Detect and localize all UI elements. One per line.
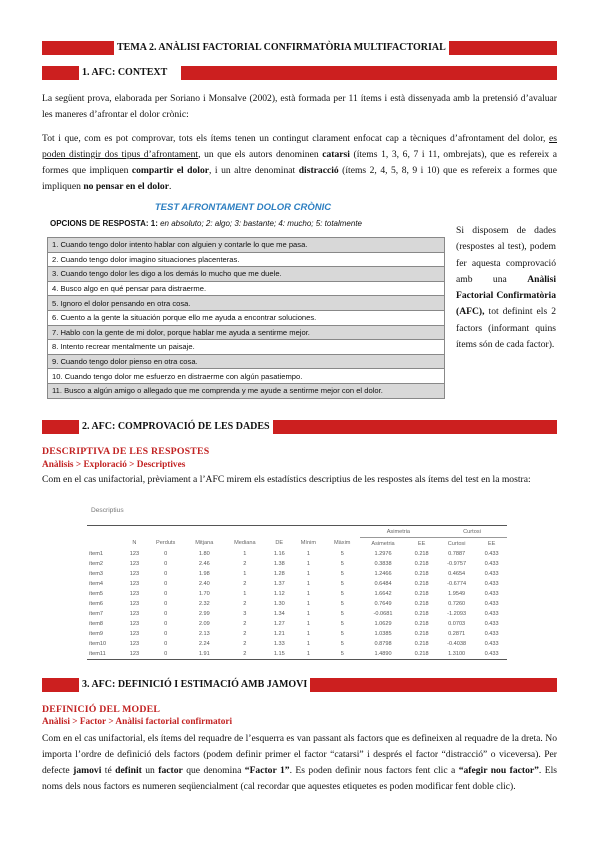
descriptives-cell: 3 xyxy=(243,611,247,617)
test-item-row xyxy=(48,267,445,282)
section1-title: 1. AFC: CONTEXT xyxy=(79,66,181,80)
descriptives-col-header: Perduts xyxy=(156,540,176,547)
descriptives-cell: 123 xyxy=(129,631,140,637)
test-item: 6. Cuento a la gente la situación porque ello me ayuda a encontrar soluciones. xyxy=(48,310,445,325)
descriptives-cell: 5 xyxy=(340,551,344,557)
descriptives-cell: 123 xyxy=(129,641,140,647)
descriptives-cell: ítem7 xyxy=(89,611,103,617)
text-run: Tot i que, com es pot comprovar, tots els ítems tenen un contingut clarament enfocat cap a tècniques d’afrontament del dolor, xyxy=(42,133,549,144)
descriptives-cell: 1.98 xyxy=(198,571,210,577)
text-run: tot definint els 2 factors (informant quins ítems són de cada factor). xyxy=(456,306,556,351)
descriptives-screenshot xyxy=(87,505,507,665)
test-items-table xyxy=(47,237,445,399)
descriptives-cell: 0.218 xyxy=(414,631,429,637)
descriptives-cell: 123 xyxy=(129,621,140,627)
descriptives-cell: 5 xyxy=(340,561,344,567)
definit-term: definit xyxy=(115,765,142,776)
descriptives-cell: 1 xyxy=(306,631,310,637)
descriptives-cell: 1.30 xyxy=(273,601,285,607)
descriptives-cell: 0.218 xyxy=(414,591,429,597)
descriptives-cell: 1.91 xyxy=(186,649,224,660)
intro-paragraph: La següent prova, elaborada per Soriano i Monsalve (2002), està formada per 11 ítems i està dissenyada amb la pretensió d’avaluar les maneres d’afrontar el dolor crònic: xyxy=(42,93,557,120)
descriptives-cell: 1.6642 xyxy=(374,591,392,597)
factor-term: factor xyxy=(158,765,183,776)
descriptives-row xyxy=(87,639,507,649)
descriptives-cell: 1.15 xyxy=(267,649,292,660)
descriptives-row xyxy=(87,569,507,579)
descriptives-cell: 0.6484 xyxy=(374,581,392,587)
text-run: , i un altre denominat xyxy=(209,165,299,176)
context-paragraph xyxy=(42,131,557,195)
descriptives-col-header: DE xyxy=(275,540,284,547)
descriptives-col-header: Mínim xyxy=(300,540,316,547)
descriptives-cell: 0 xyxy=(164,611,168,617)
descriptives-cell: 1 xyxy=(306,571,310,577)
test-title: TEST AFRONTAMENT DOLOR CRÒNIC xyxy=(154,202,332,213)
descriptives-cell: 0.4654 xyxy=(448,571,466,577)
descriptives-cell: 0.218 xyxy=(414,621,429,627)
descriptives-cell: 5 xyxy=(340,641,344,647)
descriptives-cell: 1.37 xyxy=(273,581,285,587)
descriptives-caption: Descriptius xyxy=(91,507,124,514)
descriptives-cell: 0.433 xyxy=(476,649,507,660)
descriptives-cell: 0.218 xyxy=(406,649,437,660)
options-values: en absoluto; 2: algo; 3: bastante; 4: mucho; 5: totalmente xyxy=(160,219,363,228)
descriptives-cell: 0.433 xyxy=(484,561,499,567)
catarsi-term: catarsi xyxy=(322,149,350,160)
descriptives-cell: 1.0629 xyxy=(374,621,392,627)
asymmetry-group: Asimetria xyxy=(360,526,437,538)
descriptives-cell: 0.433 xyxy=(484,611,499,617)
descriptives-cell: ítem10 xyxy=(89,641,107,647)
descriptives-cell: 2 xyxy=(243,641,247,647)
model-paragraph xyxy=(42,731,557,795)
descriptives-cell: 1 xyxy=(243,571,247,577)
descriptives-cell: ítem2 xyxy=(89,561,103,567)
descriptives-cell: 5 xyxy=(340,591,344,597)
descriptives-cell: 1 xyxy=(306,641,310,647)
descriptives-cell: 5 xyxy=(340,601,344,607)
descriptives-cell: ítem3 xyxy=(89,571,103,577)
descriptives-row xyxy=(87,589,507,599)
descriptives-col-header: Curtosi xyxy=(447,540,466,547)
descriptives-cell: 2.09 xyxy=(198,621,210,627)
side-note xyxy=(456,223,556,353)
descriptives-cell: 0 xyxy=(146,649,186,660)
text-run: Si disposem de dades (respostes al test), podem fer aquesta comprovació amb una xyxy=(456,225,556,285)
text-run: que denomina xyxy=(182,765,245,776)
descriptives-cell: ítem1 xyxy=(89,551,103,557)
descriptives-cell: 0 xyxy=(164,571,168,577)
descriptives-cell: 5 xyxy=(340,621,344,627)
text-run: (ítems 1, 3, 6, 7 i 11, ombrejats), que es refereix a formes que impliquen xyxy=(42,149,557,176)
test-item-row xyxy=(48,383,445,398)
descriptives-cell: ítem4 xyxy=(89,581,103,587)
text-run: . xyxy=(168,181,172,192)
descriptives-cell: 5 xyxy=(325,649,360,660)
descriptives-row xyxy=(87,609,507,619)
test-item: 9. Cuando tengo dolor pienso en otra cosa. xyxy=(48,354,445,369)
descriptives-cell: 1 xyxy=(306,561,310,567)
descriptives-table xyxy=(87,525,507,660)
descriptives-cell: 1.80 xyxy=(198,551,210,557)
descriptives-col-header: EE xyxy=(417,540,426,547)
descriptives-cell: 2 xyxy=(243,631,247,637)
descriptives-cell: 123 xyxy=(129,551,140,557)
test-item-row xyxy=(48,369,445,384)
descriptives-cell: -0.0681 xyxy=(373,611,393,617)
page-title: TEMA 2. ANÀLISI FACTORIAL CONFIRMATÒRIA MULTIFACTORIAL xyxy=(114,41,449,55)
descriptives-cell: 2 xyxy=(243,621,247,627)
descriptives-cell: -0.9757 xyxy=(447,561,467,567)
descriptives-cell: 0.218 xyxy=(414,561,429,567)
descriptives-cell: 0.7649 xyxy=(374,601,392,607)
descriptives-cell: 123 xyxy=(129,601,140,607)
descriptives-cell: 0.218 xyxy=(414,641,429,647)
descriptives-cell: 0.433 xyxy=(484,591,499,597)
descriptives-cell: 0.433 xyxy=(484,641,499,647)
test-item: 7. Hablo con la gente de mi dolor, porque hablar me ayuda a sentirme mejor. xyxy=(48,325,445,340)
model-heading: DEFINICIÓ DEL MODEL xyxy=(42,704,161,715)
descriptives-cell: 1 xyxy=(243,551,247,557)
no-pensar-term: no pensar en el dolor xyxy=(83,181,169,192)
descriptives-cell: 0.7260 xyxy=(448,601,466,607)
descriptives-col-header: Asimetria xyxy=(371,540,395,547)
descriptives-cell: 2.32 xyxy=(198,601,210,607)
factor1-term: “Factor 1” xyxy=(244,765,290,776)
descriptives-body xyxy=(87,549,507,660)
descriptives-cell: ítem9 xyxy=(89,631,103,637)
test-item: 5. Ignoro el dolor pensando en otra cosa. xyxy=(48,296,445,311)
descriptives-cell: 5 xyxy=(340,581,344,587)
descriptives-cell: 0.433 xyxy=(484,621,499,627)
descriptives-cell: 1 xyxy=(306,581,310,587)
test-item: 3. Cuando tengo dolor les digo a los demás lo mucho que me duele. xyxy=(48,267,445,282)
descriptives-row xyxy=(87,649,507,660)
descriptives-row xyxy=(87,579,507,589)
test-item: 4. Busco algo en qué pensar para distraerme. xyxy=(48,281,445,296)
descriptives-cell: 123 xyxy=(123,649,146,660)
descriptives-cell: 0.8798 xyxy=(374,641,392,647)
section3-title: 3. AFC: DEFINICIÓ I ESTIMACIÓ AMB JAMOVI xyxy=(79,678,310,692)
descriptives-cell: 1.12 xyxy=(273,591,285,597)
descriptives-col-header: EE xyxy=(487,540,496,547)
descriptives-cell: 2.24 xyxy=(198,641,210,647)
descriptives-col-header: Mediana xyxy=(234,540,256,547)
distraccio-term: distracció xyxy=(298,165,339,176)
text-run: té xyxy=(101,765,116,776)
descriptives-cell: 1 xyxy=(243,591,247,597)
descriptives-cell: 1 xyxy=(306,621,310,627)
descriptives-row xyxy=(87,619,507,629)
descriptives-cell: 1.27 xyxy=(273,621,285,627)
test-item-row xyxy=(48,354,445,369)
text-run: un xyxy=(141,765,159,776)
descriptives-row xyxy=(87,559,507,569)
descriptives-cell: ítem5 xyxy=(89,591,103,597)
afegir-term: “afegir nou factor” xyxy=(458,765,539,776)
descriptives-cell: 5 xyxy=(340,631,344,637)
test-options xyxy=(50,219,362,228)
descriptives-cell: 0.433 xyxy=(484,571,499,577)
descriptives-cell: 0.218 xyxy=(414,581,429,587)
text-run: . Es poden definir nous factors fent clic a xyxy=(289,765,459,776)
descriptives-cell: 1.70 xyxy=(198,591,210,597)
descriptives-col-header: Màxim xyxy=(334,540,351,547)
descriptives-row xyxy=(87,629,507,639)
descriptives-cell: 0.433 xyxy=(484,551,499,557)
descriptive-paragraph: Com en el cas unifactorial, prèviament a l’AFC mirem els estadístics descriptius de les respostes als ítems del test en la mostra: xyxy=(42,474,531,485)
descriptives-cell: 1.33 xyxy=(273,641,285,647)
test-item-row xyxy=(48,252,445,267)
afc-term: Anàlisi Factorial Confirmatòria (AFC), xyxy=(456,273,556,318)
descriptives-cell: -1.2093 xyxy=(447,611,467,617)
descriptives-cell: 1.28 xyxy=(273,571,285,577)
descriptives-cell: 0 xyxy=(164,641,168,647)
descriptives-cell: 2.46 xyxy=(198,561,210,567)
test-item-row xyxy=(48,296,445,311)
kurtosis-group: Curtosi xyxy=(437,526,507,538)
test-item-row xyxy=(48,281,445,296)
descriptives-cell: 1 xyxy=(306,551,310,557)
descriptives-cell: 123 xyxy=(129,591,140,597)
descriptives-cell: 2 xyxy=(243,601,247,607)
descriptives-cell: 0 xyxy=(164,631,168,637)
descriptives-cell: -0.6774 xyxy=(447,581,467,587)
descriptives-cell: 1.16 xyxy=(273,551,285,557)
underlined-text: es poden distingir dos tipus d’afrontament xyxy=(42,133,557,160)
text-run: , un que els autors denominen xyxy=(198,149,323,160)
test-item: 11. Busco a algún amigo o allegado que me comprenda y me ayude a sentirme mejor con el dolor. xyxy=(48,383,445,398)
descriptives-cell: 0.433 xyxy=(484,601,499,607)
descriptives-cell: 0 xyxy=(164,601,168,607)
descriptives-cell: 1.34 xyxy=(273,611,285,617)
descriptives-cell: 1.0385 xyxy=(374,631,392,637)
descriptives-cell: 123 xyxy=(129,581,140,587)
descriptives-cell: 1 xyxy=(292,649,325,660)
descriptives-header-row xyxy=(87,538,507,550)
descriptives-cell: 2.40 xyxy=(198,581,210,587)
descriptives-cell: 0 xyxy=(164,581,168,587)
descriptives-cell: 0 xyxy=(164,551,168,557)
text-run: Com en el cas unifactorial, els ítems del requadre de l’esquerra es van passant als factors que es defineixen al requadre de la dreta. No importa l’ordre de definició dels factors (podem definir primer el factor “catarsi” i després el factor “distracció” o viceversa). Per defecte xyxy=(42,733,557,776)
descriptives-col-header: Mitjana xyxy=(195,540,214,547)
descriptives-cell: 1 xyxy=(306,601,310,607)
descriptives-cell: 2.13 xyxy=(198,631,210,637)
test-item-row xyxy=(48,325,445,340)
text-run: (ítems 2, 4, 5, 8, 9 i 10) que es refereix a formes que impliquen xyxy=(42,165,557,192)
descriptives-cell: 5 xyxy=(340,571,344,577)
section2-title: 2. AFC: COMPROVACIÓ DE LES DADES xyxy=(79,420,273,434)
test-item-row xyxy=(48,310,445,325)
descriptives-cell: 2 xyxy=(243,561,247,567)
descriptives-cell: 1 xyxy=(306,591,310,597)
descriptives-cell: 123 xyxy=(129,571,140,577)
test-item-row xyxy=(48,238,445,253)
test-item: 1. Cuando tengo dolor intento hablar con alguien y contarle lo que me pasa. xyxy=(48,238,445,253)
descriptives-cell: 1 xyxy=(306,611,310,617)
test-item: 8. Intento recrear mentalmente un paisaje. xyxy=(48,340,445,355)
descriptives-row xyxy=(87,599,507,609)
descriptives-cell: -0.4038 xyxy=(447,641,467,647)
compartir-term: compartir el dolor xyxy=(131,165,210,176)
descriptives-cell: 0.218 xyxy=(414,611,429,617)
descriptives-cell: 0.218 xyxy=(414,551,429,557)
text-run: . Els noms dels nous factors es numeren seqüencialment (cal recordar que aquestes etiquetes es poden modificar fent doble clic). xyxy=(42,765,558,792)
descriptives-cell: 2 xyxy=(223,649,266,660)
descriptives-cell: 0 xyxy=(164,561,168,567)
descriptives-cell: 1.3100 xyxy=(437,649,476,660)
descriptives-cell: 1.38 xyxy=(273,561,285,567)
options-label: OPCIONS DE RESPOSTA: 1: xyxy=(50,219,161,228)
descriptives-cell: ítem8 xyxy=(89,621,103,627)
descriptives-cell: 0.218 xyxy=(414,601,429,607)
test-item-row xyxy=(48,340,445,355)
descriptives-cell: 1.4890 xyxy=(360,649,407,660)
descriptive-menu-path: Anàlisis > Exploració > Descriptives xyxy=(42,460,186,470)
descriptive-heading: DESCRIPTIVA DE LES RESPOSTES xyxy=(42,446,210,457)
descriptives-cell: 2 xyxy=(243,581,247,587)
descriptives-cell: 0.0703 xyxy=(448,621,466,627)
descriptives-cell: 1.2976 xyxy=(374,551,392,557)
descriptives-cell: 1.21 xyxy=(273,631,285,637)
descriptives-col-header xyxy=(87,538,123,550)
descriptives-cell: 123 xyxy=(129,611,140,617)
descriptives-cell: 1.9549 xyxy=(448,591,466,597)
test-item: 2. Cuando tengo dolor imagino situaciones placenteras. xyxy=(48,252,445,267)
descriptives-row xyxy=(87,549,507,559)
descriptives-cell: 123 xyxy=(129,561,140,567)
descriptives-cell: 0.218 xyxy=(414,571,429,577)
descriptives-cell: 0.3838 xyxy=(374,561,392,567)
descriptives-cell: 0.433 xyxy=(484,581,499,587)
descriptives-cell: 0.7887 xyxy=(448,551,466,557)
descriptives-col-header: N xyxy=(132,540,137,547)
model-menu-path: Anàlisi > Factor > Anàlisi factorial confirmatori xyxy=(42,717,233,727)
descriptives-cell: 0 xyxy=(164,591,168,597)
descriptives-cell: 0.433 xyxy=(484,631,499,637)
test-item: 10. Cuando tengo dolor me esfuerzo en distraerme con algún pasatiempo. xyxy=(48,369,445,384)
descriptives-cell: ítem6 xyxy=(89,601,103,607)
descriptives-cell: 5 xyxy=(340,611,344,617)
descriptives-cell: 0 xyxy=(164,621,168,627)
descriptives-cell: 0.2871 xyxy=(448,631,466,637)
descriptives-cell: 1.2466 xyxy=(374,571,392,577)
descriptives-cell: ítem11 xyxy=(87,649,123,660)
descriptives-cell: 2.99 xyxy=(198,611,210,617)
jamovi-term: jamovi xyxy=(73,765,102,776)
